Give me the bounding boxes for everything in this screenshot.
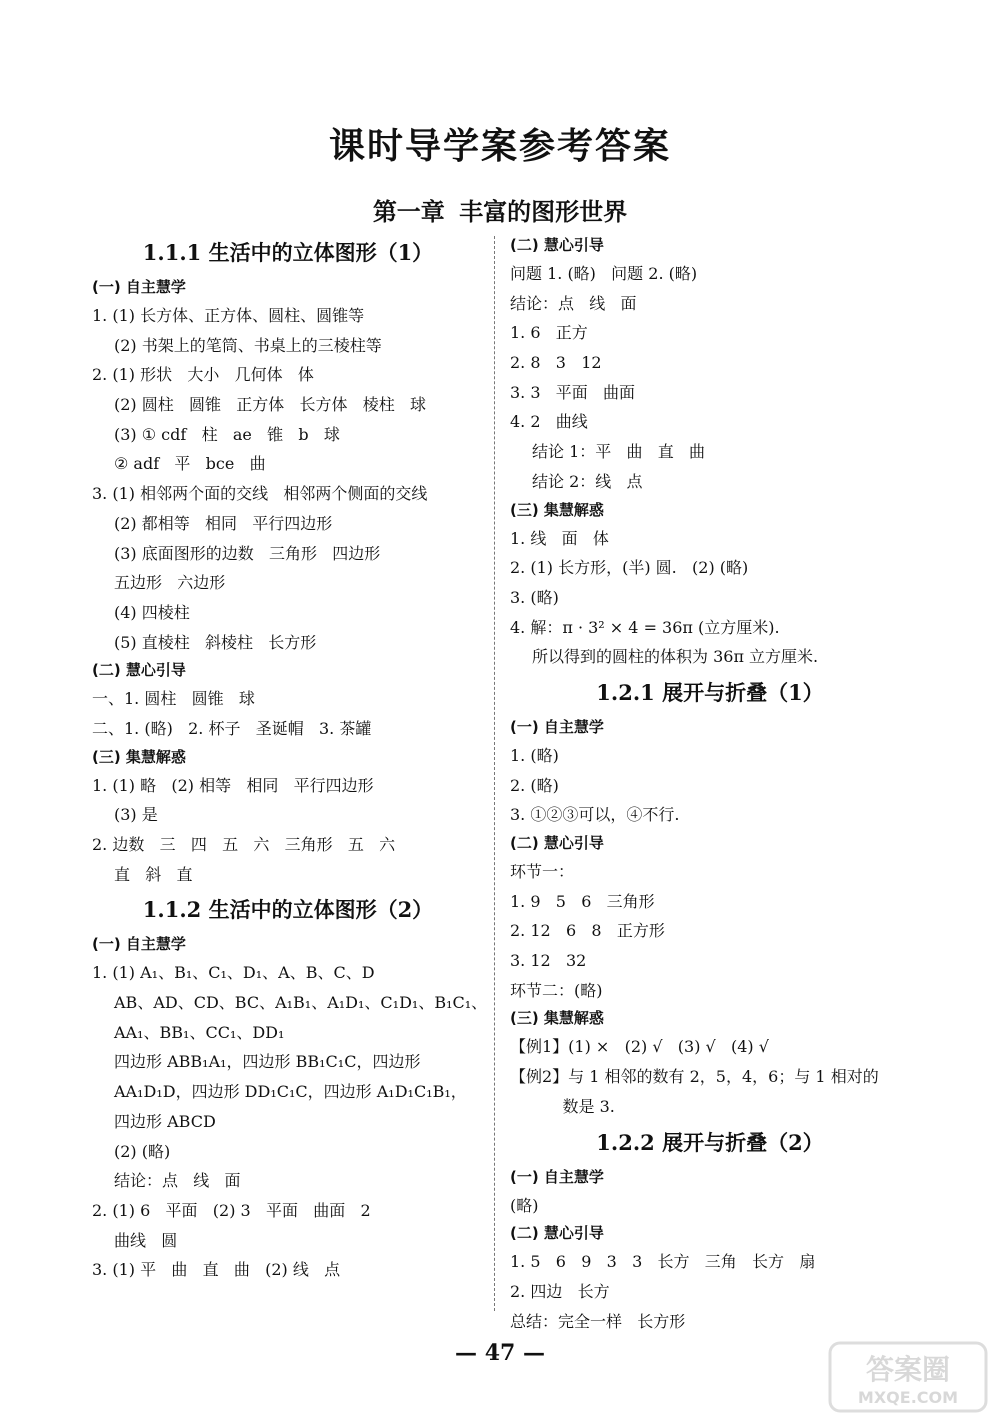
subsection-heading: (一) 自主慧学 xyxy=(510,1167,604,1186)
page-number: — 47 — xyxy=(455,1340,545,1366)
answer-line: (略) xyxy=(510,1195,539,1215)
answer-line: 所以得到的圆柱的体积为 36π 立方厘米. xyxy=(532,647,819,667)
subsection-heading: (三) 集慧解惑 xyxy=(92,747,186,766)
answer-line: (2) 都相等 相同 平行四边形 xyxy=(114,513,333,533)
page-title: 课时导学案参考答案 xyxy=(328,125,671,167)
answer-line: 3. 3 平面 曲面 xyxy=(510,382,636,402)
answer-line: 3. (1) 平 曲 直 曲 (2) 线 点 xyxy=(92,1260,341,1280)
section-heading: 1.2.1 展开与折叠（1） xyxy=(596,679,824,705)
answer-line: 五边形 六边形 xyxy=(114,573,226,593)
answer-line: 2. 12 6 8 正方形 xyxy=(510,921,665,941)
answer-line: 曲线 圆 xyxy=(114,1230,178,1250)
answer-line: 4. 2 曲线 xyxy=(510,412,588,432)
section-heading: 1.1.1 生活中的立体图形（1） xyxy=(142,240,434,265)
answer-line: 2. 边数 三 四 五 六 三角形 五 六 xyxy=(92,835,396,854)
answer-line: 直 斜 直 xyxy=(114,864,193,884)
answer-line: 结论：点 线 面 xyxy=(114,1171,241,1191)
answer-line: 数是 3. xyxy=(532,1096,615,1116)
answer-line: (3) ① cdf 柱 ae 锥 b 球 xyxy=(114,424,340,444)
section-heading: 1.1.2 生活中的立体图形（2） xyxy=(142,897,434,923)
subsection-heading: (一) 自主慧学 xyxy=(510,717,604,736)
answer-line: AA₁D₁D，四边形 DD₁C₁C，四边形 A₁D₁C₁B₁， xyxy=(114,1082,467,1102)
answer-line: 3. ①②③可以，④不行. xyxy=(510,805,680,825)
section-heading: 1.2.2 展开与折叠（2） xyxy=(596,1129,824,1155)
answer-line: 1. 6 正方 xyxy=(510,323,588,343)
answer-line: 1. 线 面 体 xyxy=(510,528,609,548)
answer-line: 1. 5 6 9 3 3 长方 三角 长方 扇 xyxy=(510,1252,816,1272)
answer-line: 【例1】(1) × (2) √ (3) √ (4) √ xyxy=(510,1037,769,1057)
watermark-logo xyxy=(828,1341,988,1413)
answer-line: AA₁、BB₁、CC₁、DD₁ xyxy=(114,1022,285,1042)
answer-line: 2. (1) 形状 大小 几何体 体 xyxy=(92,365,314,385)
answer-line: 结论 2：线 点 xyxy=(532,471,643,491)
answer-line: 2. 8 3 12 xyxy=(510,353,602,373)
answer-line: 3. 12 32 xyxy=(510,951,587,971)
answer-line: 四边形 ABCD xyxy=(114,1111,216,1131)
answer-line: 3. (1) 相邻两个面的交线 相邻两个侧面的交线 xyxy=(92,484,428,504)
answer-line: 4. 解：π · 3² × 4 = 36π (立方厘米). xyxy=(510,617,780,637)
svg-text:答案圈: 答案圈 xyxy=(865,1353,951,1386)
answer-line: 1. (1) 略 (2) 相等 相同 平行四边形 xyxy=(92,775,374,795)
answer-line: 1. (1) A₁、B₁、C₁、D₁、A、B、C、D xyxy=(92,963,375,983)
answer-line: 结论 1：平 曲 直 曲 xyxy=(532,442,706,462)
answer-line: 问题 1. (略) 问题 2. (略) xyxy=(510,264,698,283)
answer-line: (2) 书架上的笔筒、书桌上的三棱柱等 xyxy=(114,335,382,355)
answer-line: 1. 9 5 6 三角形 xyxy=(510,891,655,911)
answer-line: 二、1. (略) 2. 杯子 圣诞帽 3. 茶罐 xyxy=(92,718,372,738)
answer-line: 四边形 ABB₁A₁，四边形 BB₁C₁C，四边形 xyxy=(114,1052,421,1072)
answer-line: 环节一： xyxy=(510,862,575,881)
answer-line: AB、AD、CD、BC、A₁B₁、A₁D₁、C₁D₁、B₁C₁、 xyxy=(114,993,488,1013)
answer-line: 一、1. 圆柱 圆锥 球 xyxy=(92,689,255,709)
answer-line: 2. (略) xyxy=(510,775,559,795)
answer-line: 2. (1) 6 平面 (2) 3 平面 曲面 2 xyxy=(92,1200,371,1220)
answer-line: (5) 直棱柱 斜棱柱 长方形 xyxy=(114,632,317,652)
answer-line: (2) (略) xyxy=(114,1141,171,1161)
answer-line: (4) 四棱柱 xyxy=(114,602,190,622)
subsection-heading: (一) 自主慧学 xyxy=(92,935,186,954)
column-divider xyxy=(494,236,495,1311)
svg-text:MXQE.COM: MXQE.COM xyxy=(857,1388,959,1407)
answer-line: 1. (1) 长方体、正方体、圆柱、圆锥等 xyxy=(92,306,365,325)
subsection-heading: (二) 慧心引导 xyxy=(510,1224,604,1243)
answer-line: ② adf 平 bce 曲 xyxy=(114,454,266,474)
answer-line: 3. (略) xyxy=(510,587,559,607)
answer-line: (3) 是 xyxy=(114,805,158,825)
answer-line: 2. 四边 长方 xyxy=(510,1281,610,1301)
subsection-heading: (二) 慧心引导 xyxy=(510,834,604,852)
answer-line: 总结：完全一样 长方形 xyxy=(510,1311,686,1331)
answer-line: 【例2】与 1 相邻的数有 2，5，4，6；与 1 相对的 xyxy=(510,1067,879,1087)
subsection-heading: (二) 慧心引导 xyxy=(92,661,186,680)
answer-line: 结论：点 线 面 xyxy=(510,293,637,313)
answer-line: (3) 底面图形的边数 三角形 四边形 xyxy=(114,543,381,563)
left-column xyxy=(92,232,488,1285)
answer-line: 环节二：(略) xyxy=(510,980,603,1000)
subsection-heading: (二) 慧心引导 xyxy=(510,236,604,254)
subsection-heading: (三) 集慧解惑 xyxy=(510,500,604,519)
answer-line: 2. (1) 长方形，(半) 圆. (2) (略) xyxy=(510,558,749,578)
answer-line: 1. (略) xyxy=(510,745,559,765)
subsection-heading: (一) 自主慧学 xyxy=(92,278,186,296)
answer-line: (2) 圆柱 圆锥 正方体 长方体 棱柱 球 xyxy=(114,395,427,415)
right-column xyxy=(510,232,910,1336)
subsection-heading: (三) 集慧解惑 xyxy=(510,1009,604,1028)
chapter-heading: 第一章 丰富的图形世界 xyxy=(372,197,628,226)
